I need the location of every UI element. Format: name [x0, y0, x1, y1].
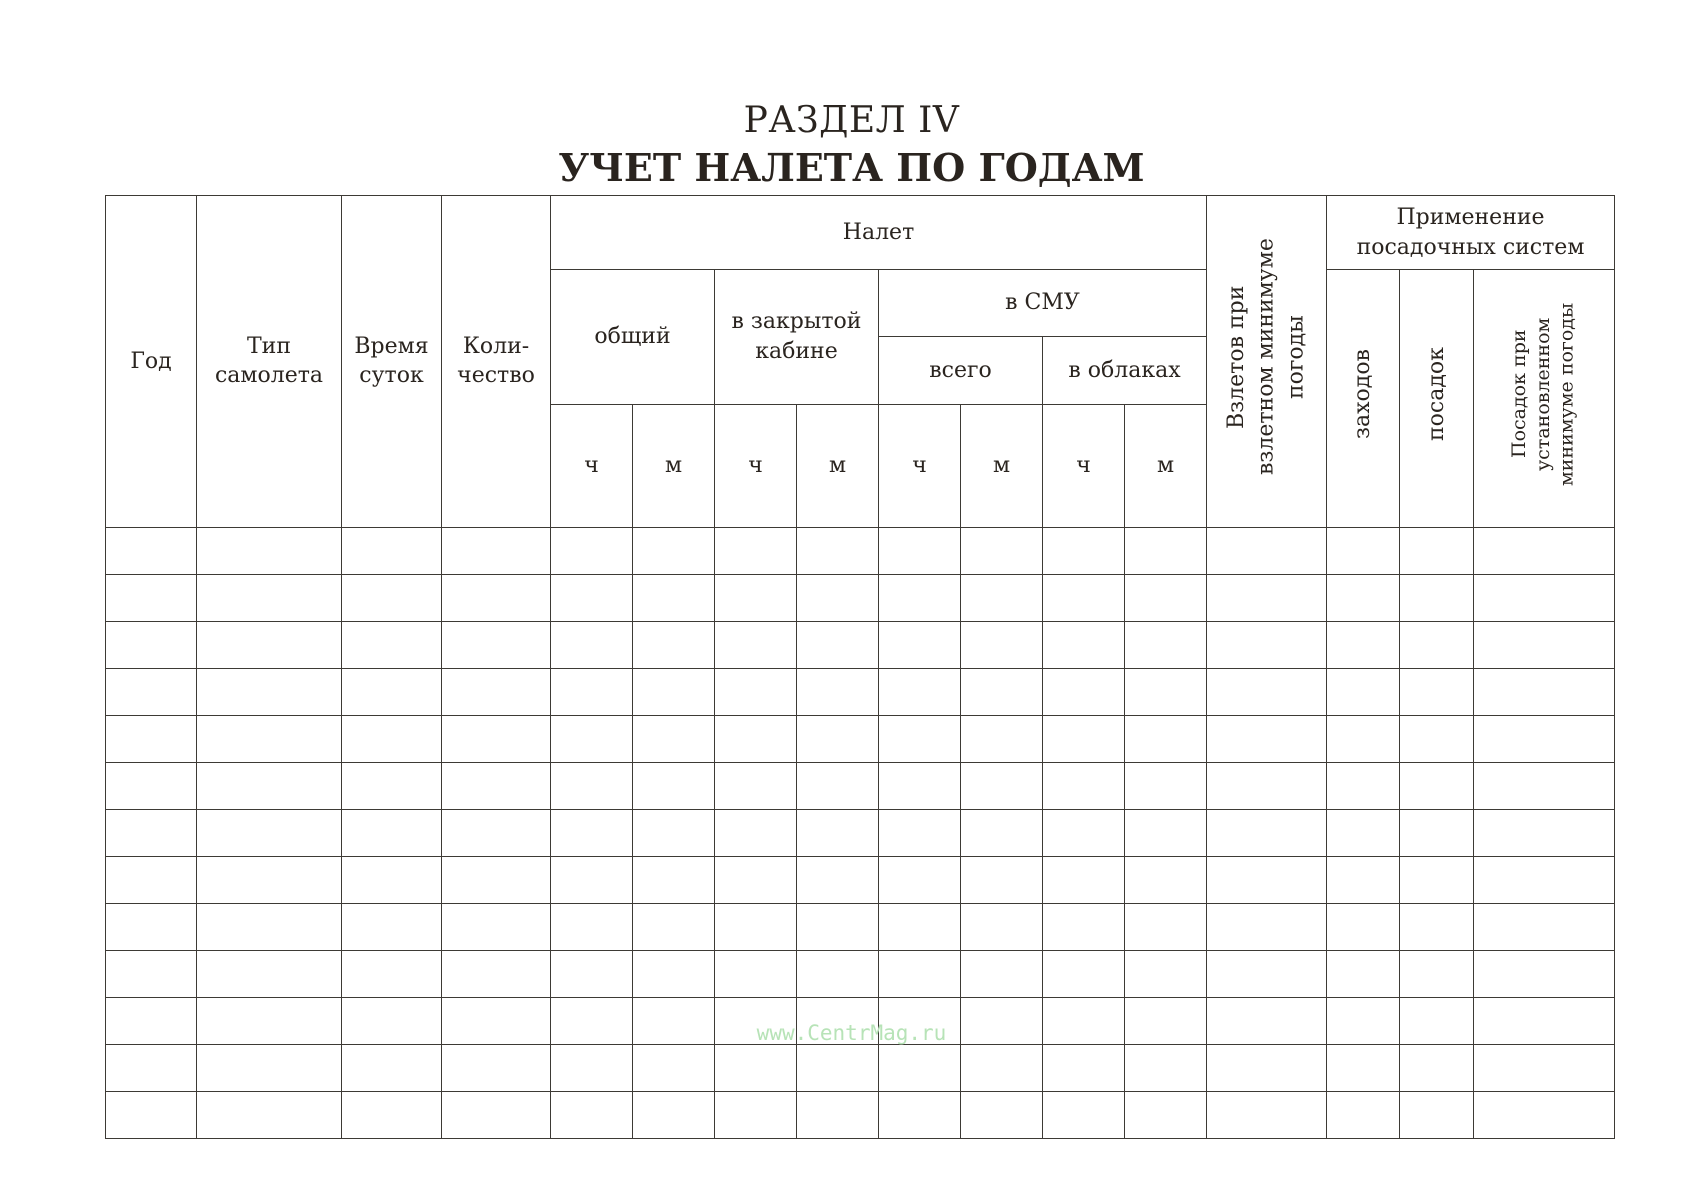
blank-cell[interactable]	[342, 1044, 442, 1091]
blank-cell[interactable]	[1474, 621, 1615, 668]
blank-cell[interactable]	[1400, 715, 1474, 762]
blank-cell[interactable]	[1125, 715, 1207, 762]
blank-cell[interactable]	[342, 950, 442, 997]
blank-cell[interactable]	[1207, 950, 1327, 997]
blank-cell[interactable]	[961, 950, 1043, 997]
header-cabin-hours: ч	[715, 404, 797, 527]
header-smu-all: всего	[879, 337, 1043, 404]
blank-cell[interactable]	[342, 574, 442, 621]
blank-cell[interactable]	[633, 809, 715, 856]
header-closed-cabin: в закрытой кабине	[715, 270, 879, 405]
blank-cell[interactable]	[715, 1044, 797, 1091]
blank-cell[interactable]	[1043, 1044, 1125, 1091]
blank-cell[interactable]	[797, 856, 879, 903]
blank-cell[interactable]	[442, 715, 551, 762]
blank-cell[interactable]	[1043, 950, 1125, 997]
blank-cell[interactable]	[106, 668, 197, 715]
blank-cell[interactable]	[1400, 762, 1474, 809]
blank-cell[interactable]	[879, 1044, 961, 1091]
watermark: www.CentrMag.ru	[756, 1021, 947, 1045]
blank-cell[interactable]	[1207, 762, 1327, 809]
blank-cell[interactable]	[551, 950, 633, 997]
blank-cell[interactable]	[1207, 621, 1327, 668]
blank-cell[interactable]	[879, 621, 961, 668]
blank-cell[interactable]	[1474, 809, 1615, 856]
blank-cell[interactable]	[1043, 527, 1125, 574]
blank-cell[interactable]	[1125, 856, 1207, 903]
blank-cell[interactable]	[197, 950, 342, 997]
blank-cell[interactable]	[1043, 668, 1125, 715]
blank-cell[interactable]	[715, 621, 797, 668]
header-landing-systems: Применение посадочных систем	[1327, 196, 1615, 270]
blank-cell[interactable]	[797, 715, 879, 762]
blank-cell[interactable]	[342, 715, 442, 762]
blank-cell[interactable]	[715, 668, 797, 715]
blank-cell[interactable]	[442, 621, 551, 668]
header-approaches: заходов	[1327, 270, 1400, 528]
blank-cell[interactable]	[442, 950, 551, 997]
header-landings: посадок	[1400, 270, 1474, 528]
blank-cell[interactable]	[633, 527, 715, 574]
blank-cell[interactable]	[879, 809, 961, 856]
blank-cell[interactable]	[961, 903, 1043, 950]
blank-cell[interactable]	[1400, 621, 1474, 668]
blank-cell[interactable]	[551, 856, 633, 903]
blank-cell[interactable]	[1043, 715, 1125, 762]
blank-cell[interactable]	[715, 950, 797, 997]
blank-cell[interactable]	[1474, 856, 1615, 903]
blank-cell[interactable]	[1474, 1044, 1615, 1091]
blank-cell[interactable]	[442, 809, 551, 856]
blank-cell[interactable]	[1125, 1091, 1207, 1138]
blank-cell[interactable]	[879, 950, 961, 997]
header-smu-all-hours: ч	[879, 404, 961, 527]
blank-cell[interactable]	[106, 1044, 197, 1091]
blank-cell[interactable]	[442, 1091, 551, 1138]
table-row	[106, 809, 1615, 856]
blank-cell[interactable]	[1400, 809, 1474, 856]
blank-cell[interactable]	[106, 574, 197, 621]
blank-cell[interactable]	[197, 856, 342, 903]
header-smu-clouds-minutes: м	[1125, 404, 1207, 527]
blank-cell[interactable]	[633, 715, 715, 762]
blank-cell[interactable]	[879, 1091, 961, 1138]
blank-cell[interactable]	[1474, 574, 1615, 621]
blank-cell[interactable]	[1207, 1091, 1327, 1138]
blank-cell[interactable]	[633, 903, 715, 950]
blank-cell[interactable]	[1207, 715, 1327, 762]
blank-cell[interactable]	[633, 950, 715, 997]
table-row	[106, 950, 1615, 997]
blank-cell[interactable]	[797, 1091, 879, 1138]
blank-cell[interactable]	[1207, 527, 1327, 574]
blank-cell[interactable]	[633, 1091, 715, 1138]
header-smu-all-minutes: м	[961, 404, 1043, 527]
blank-cell[interactable]	[442, 762, 551, 809]
blank-cell[interactable]	[1125, 1044, 1207, 1091]
blank-cell[interactable]	[961, 668, 1043, 715]
blank-cell[interactable]	[797, 903, 879, 950]
blank-cell[interactable]	[442, 856, 551, 903]
blank-cell[interactable]	[442, 574, 551, 621]
blank-cell[interactable]	[961, 762, 1043, 809]
blank-cell[interactable]	[879, 715, 961, 762]
blank-cell[interactable]	[342, 1091, 442, 1138]
blank-cell[interactable]	[715, 809, 797, 856]
blank-cell[interactable]	[551, 1044, 633, 1091]
blank-cell[interactable]	[551, 762, 633, 809]
blank-cell[interactable]	[197, 527, 342, 574]
blank-cell[interactable]	[106, 809, 197, 856]
header-takeoffs-min-weather: Взлетов при взлетном минимуме погоды	[1207, 196, 1327, 528]
blank-cell[interactable]	[633, 1044, 715, 1091]
blank-cell[interactable]	[1327, 668, 1400, 715]
blank-cell[interactable]	[106, 621, 197, 668]
blank-cell[interactable]	[961, 715, 1043, 762]
header-year: Год	[106, 196, 197, 528]
blank-cell[interactable]	[1400, 574, 1474, 621]
blank-cell[interactable]	[715, 1091, 797, 1138]
blank-cell[interactable]	[442, 668, 551, 715]
table-row	[106, 856, 1615, 903]
blank-cell[interactable]	[551, 1091, 633, 1138]
blank-cell[interactable]	[715, 762, 797, 809]
blank-cell[interactable]	[197, 715, 342, 762]
table-row	[106, 1044, 1615, 1091]
blank-cell[interactable]	[633, 762, 715, 809]
blank-cell[interactable]	[197, 1091, 342, 1138]
blank-cell[interactable]	[797, 527, 879, 574]
table-header	[106, 196, 1615, 528]
blank-cell[interactable]	[197, 762, 342, 809]
blank-cell[interactable]	[797, 574, 879, 621]
table-row	[106, 903, 1615, 950]
blank-cell[interactable]	[1327, 574, 1400, 621]
blank-cell[interactable]	[106, 950, 197, 997]
flight-log-table	[105, 195, 1615, 1139]
blank-cell[interactable]	[1125, 527, 1207, 574]
blank-cell[interactable]	[342, 621, 442, 668]
blank-cell[interactable]	[1327, 856, 1400, 903]
blank-cell[interactable]	[1043, 574, 1125, 621]
header-aircraft-type: Тип самолета	[197, 196, 342, 528]
blank-cell[interactable]	[1327, 1044, 1400, 1091]
blank-cell[interactable]	[797, 1044, 879, 1091]
blank-cell[interactable]	[797, 762, 879, 809]
blank-cell[interactable]	[551, 574, 633, 621]
blank-cell[interactable]	[551, 621, 633, 668]
table-row	[106, 621, 1615, 668]
header-flight-time: Налет	[551, 196, 1207, 270]
blank-cell[interactable]	[342, 903, 442, 950]
blank-cell[interactable]	[551, 668, 633, 715]
blank-cell[interactable]	[797, 668, 879, 715]
table-row	[106, 527, 1615, 574]
blank-cell[interactable]	[879, 762, 961, 809]
section-label: РАЗДЕЛ IV	[743, 100, 960, 141]
header-cabin-minutes: м	[797, 404, 879, 527]
blank-cell[interactable]	[1043, 762, 1125, 809]
blank-cell[interactable]	[197, 903, 342, 950]
blank-cell[interactable]	[715, 715, 797, 762]
blank-cell[interactable]	[1400, 856, 1474, 903]
blank-cell[interactable]	[1474, 527, 1615, 574]
blank-cell[interactable]	[961, 527, 1043, 574]
header-landings-min-weather: Посадок при установленном минимуме погоды	[1474, 270, 1615, 528]
blank-cell[interactable]	[1043, 621, 1125, 668]
blank-cell[interactable]	[197, 574, 342, 621]
header-total-minutes: м	[633, 404, 715, 527]
blank-cell[interactable]	[715, 574, 797, 621]
table-row	[106, 668, 1615, 715]
blank-cell[interactable]	[551, 715, 633, 762]
blank-cell[interactable]	[197, 668, 342, 715]
blank-cell[interactable]	[1125, 809, 1207, 856]
blank-cell[interactable]	[797, 621, 879, 668]
page-title: УЧЕТ НАЛЕТА ПО ГОДАМ	[558, 145, 1145, 190]
blank-cell[interactable]	[342, 527, 442, 574]
blank-cell[interactable]	[551, 903, 633, 950]
blank-cell[interactable]	[1327, 903, 1400, 950]
blank-cell[interactable]	[1327, 527, 1400, 574]
table-row	[106, 715, 1615, 762]
blank-cell[interactable]	[1125, 574, 1207, 621]
blank-cell[interactable]	[1207, 574, 1327, 621]
blank-cell[interactable]	[1474, 903, 1615, 950]
blank-cell[interactable]	[106, 1091, 197, 1138]
blank-cell[interactable]	[342, 856, 442, 903]
blank-cell[interactable]	[1327, 715, 1400, 762]
blank-cell[interactable]	[1327, 1091, 1400, 1138]
blank-cell[interactable]	[1400, 1044, 1474, 1091]
blank-cell[interactable]	[1125, 950, 1207, 997]
header-quantity: Коли-чество	[442, 196, 551, 528]
blank-cell[interactable]	[342, 668, 442, 715]
header-smu-clouds: в облаках	[1043, 337, 1207, 404]
blank-cell[interactable]	[633, 668, 715, 715]
blank-cell[interactable]	[1400, 950, 1474, 997]
table-row	[106, 762, 1615, 809]
blank-cell[interactable]	[633, 621, 715, 668]
blank-cell[interactable]	[442, 527, 551, 574]
blank-cell[interactable]	[1207, 856, 1327, 903]
blank-cell[interactable]	[106, 856, 197, 903]
header-smu-clouds-hours: ч	[1043, 404, 1125, 527]
blank-cell[interactable]	[1400, 668, 1474, 715]
blank-cell[interactable]	[197, 1044, 342, 1091]
blank-cell[interactable]	[1207, 809, 1327, 856]
blank-cell[interactable]	[342, 809, 442, 856]
blank-cell[interactable]	[961, 1044, 1043, 1091]
blank-cell[interactable]	[879, 668, 961, 715]
blank-cell[interactable]	[1125, 621, 1207, 668]
blank-cell[interactable]	[879, 903, 961, 950]
blank-cell[interactable]	[442, 1044, 551, 1091]
blank-cell[interactable]	[551, 527, 633, 574]
table-row	[106, 1091, 1615, 1138]
blank-cell[interactable]	[1207, 1044, 1327, 1091]
header-time-of-day: Время суток	[342, 196, 442, 528]
blank-cell[interactable]	[1207, 668, 1327, 715]
table-row	[106, 574, 1615, 621]
blank-cell[interactable]	[797, 950, 879, 997]
blank-cell[interactable]	[633, 856, 715, 903]
blank-cell[interactable]	[1327, 621, 1400, 668]
blank-cell[interactable]	[1327, 950, 1400, 997]
blank-cell[interactable]	[1327, 762, 1400, 809]
blank-cell[interactable]	[961, 621, 1043, 668]
blank-cell[interactable]	[715, 903, 797, 950]
blank-cell[interactable]	[1474, 668, 1615, 715]
table-body	[106, 527, 1615, 1138]
blank-cell[interactable]	[106, 715, 197, 762]
blank-cell[interactable]	[961, 856, 1043, 903]
blank-cell[interactable]	[342, 762, 442, 809]
blank-cell[interactable]	[1043, 809, 1125, 856]
blank-cell[interactable]	[1043, 856, 1125, 903]
blank-cell[interactable]	[879, 527, 961, 574]
blank-cell[interactable]	[715, 856, 797, 903]
blank-cell[interactable]	[1043, 903, 1125, 950]
header-smu: в СМУ	[879, 270, 1207, 337]
blank-cell[interactable]	[1400, 527, 1474, 574]
blank-cell[interactable]	[106, 527, 197, 574]
blank-cell[interactable]	[1207, 903, 1327, 950]
blank-cell[interactable]	[1400, 903, 1474, 950]
blank-cell[interactable]	[551, 809, 633, 856]
blank-cell[interactable]	[1125, 668, 1207, 715]
blank-cell[interactable]	[106, 762, 197, 809]
blank-cell[interactable]	[1125, 762, 1207, 809]
blank-cell[interactable]	[961, 574, 1043, 621]
blank-cell[interactable]	[633, 574, 715, 621]
blank-cell[interactable]	[961, 1091, 1043, 1138]
blank-cell[interactable]	[961, 809, 1043, 856]
blank-cell[interactable]	[197, 621, 342, 668]
header-total-hours: ч	[551, 404, 633, 527]
blank-cell[interactable]	[1043, 1091, 1125, 1138]
blank-cell[interactable]	[1474, 1091, 1615, 1138]
blank-cell[interactable]	[442, 903, 551, 950]
blank-cell[interactable]	[1474, 950, 1615, 997]
blank-cell[interactable]	[1125, 903, 1207, 950]
blank-cell[interactable]	[1400, 1091, 1474, 1138]
blank-cell[interactable]	[879, 856, 961, 903]
blank-cell[interactable]	[879, 574, 961, 621]
blank-cell[interactable]	[106, 903, 197, 950]
blank-cell[interactable]	[1474, 715, 1615, 762]
blank-cell[interactable]	[715, 527, 797, 574]
blank-cell[interactable]	[1474, 762, 1615, 809]
header-total: общий	[551, 270, 715, 405]
blank-cell[interactable]	[1327, 809, 1400, 856]
blank-cell[interactable]	[197, 809, 342, 856]
blank-cell[interactable]	[797, 809, 879, 856]
